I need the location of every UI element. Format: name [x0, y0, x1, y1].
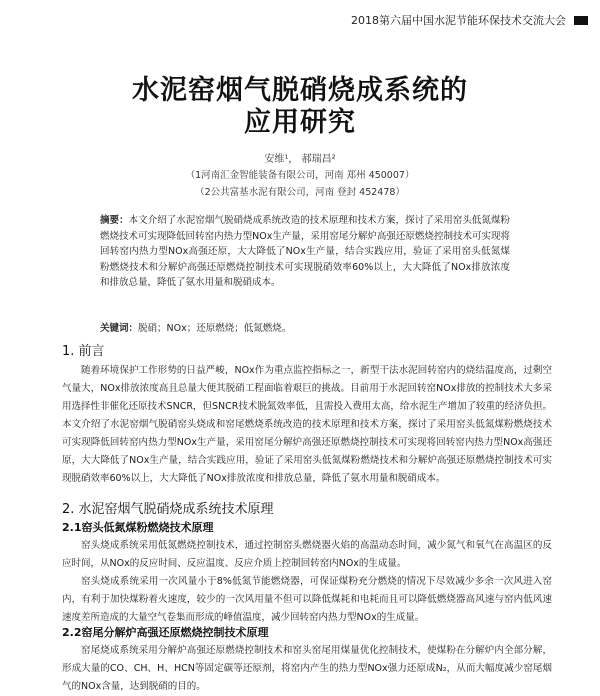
running-header	[0, 12, 588, 30]
section-1-paragraph: 随着环境保护工作形势的日益严峻，NOx作为重点监控指标之一，新型干法水泥回转窑内的烧结温度高，过剩空气量大，NOx排放浓度高且总量大便其脱硝工程面临着艰巨的挑战。目前用于水泥回转窑NOx排放的控制技术大多采用选择性非催化还原技术SNCR，但SNCR技术脱氮效率低，且需投入费用太高，给水泥生产增加了较重的经济负担。本文介绍了水泥窑烟气脱硝窑头烧成和窑尾燃烧系统改造的技术原理和技术方案，探讨了采用窑头低氮煤粉燃烧技术可实现降低回转窑内热力型NOx生产量，采用窑尾分解炉高强还原燃烧控制技术可实现将回转窑内热力型NOx高强还原，大大降低了NOx生产量，结合实践应用，验证了采用窑头低氮煤粉燃烧技术和分解炉高强还原燃烧控制技术可实现脱硝效率60%以上，大大降低了NOx排放浓度和排放总量，降低了氨水用量和脱硝成本。	[62, 365, 552, 484]
section-2-2-heading: 2.2窑尾分解炉高强还原燃烧控制技术原理	[62, 626, 269, 639]
keywords-text: 脱硝；NOx；还原燃烧；低氮燃烧。	[138, 323, 292, 334]
paper-title-line-1: 水泥窑烟气脱硝烧成系统的	[132, 75, 468, 106]
abstract	[100, 213, 510, 291]
conference-name: 2018第六届中国水泥节能环保技术交流大会	[351, 14, 566, 27]
affiliation-2: （2公共富基水泥有限公司，河南 登封 452478）	[195, 187, 405, 198]
section-2-1-paragraph-2: 窑头烧成系统采用一次风量小于8%低氮节能燃烧器，可保证煤粉充分燃烧的情况下尽效减少多余一次风进入窑内，有利于加快煤粉着火速度，较少的一次风用量不但可以降低煤耗和电耗而且可以降低燃烧器高风速与窑内低风速速度差所造成的大量空气卷集而形成的峰值温度，减少回转窑内热力型NOx的生成量。	[62, 576, 552, 623]
abstract-text: 本文介绍了水泥窑烟气脱硝烧成系统改造的技术原理和技术方案，探讨了采用窑头低氮煤粉燃烧技术可实现降低回转窑内热力型NOx生产量，采用窑尾分解炉高强还原燃烧控制技术可实现将回转窑内热力型NOx高强还原，大大降低了NOx生产量，结合实践应用，验证了采用窑头低氮煤粉燃烧技术和分解炉高强还原燃烧控制技术可实现脱硝效率60%以上，大大降低了NOx排放浓度和排放总量，降低了氨水用量和脱硝成本。	[100, 215, 510, 288]
keywords-label: 关键词：	[100, 323, 139, 334]
abstract-label: 摘要：	[100, 215, 129, 226]
section-2-1-paragraph-1: 窑头烧成系统采用低氮燃烧控制技术，通过控制窑头燃烧器火焰的高温动态时间，减少氮气和氧气在高温区的反应时间，从NOx的反应时间、反应温度、反应介质上控制回转窑内NOx的生成量。	[62, 540, 552, 569]
section-2-1-heading: 2.1窑头低氮煤粉燃烧技术原理	[62, 521, 214, 534]
header-block-mark	[574, 16, 588, 25]
section-2-2-paragraph: 窑尾烧成系统采用分解炉高强还原燃烧控制技术和窑头窑尾用煤量优化控制技术，使煤粉在分解炉内全部分解，形成大量的CO、CH、H、HCN等固定碳等还原剂，将窑内产生的热力型NOx强力还原成N₂，从而大幅度减少窑尾烟气的NOx含量，达到脱硝的目的。	[62, 645, 552, 692]
keywords	[100, 322, 510, 336]
section-2-heading: 2. 水泥窑烟气脱硝烧成系统技术原理	[62, 502, 274, 517]
affiliation-1: （1河南汇金智能装备有限公司，河南 郑州 450007）	[185, 170, 415, 181]
section-1-heading: 1. 前言	[62, 344, 105, 359]
author-list: 安维¹， 郝瑞昌²	[264, 154, 336, 165]
paper-title-line-2: 应用研究	[244, 107, 356, 138]
